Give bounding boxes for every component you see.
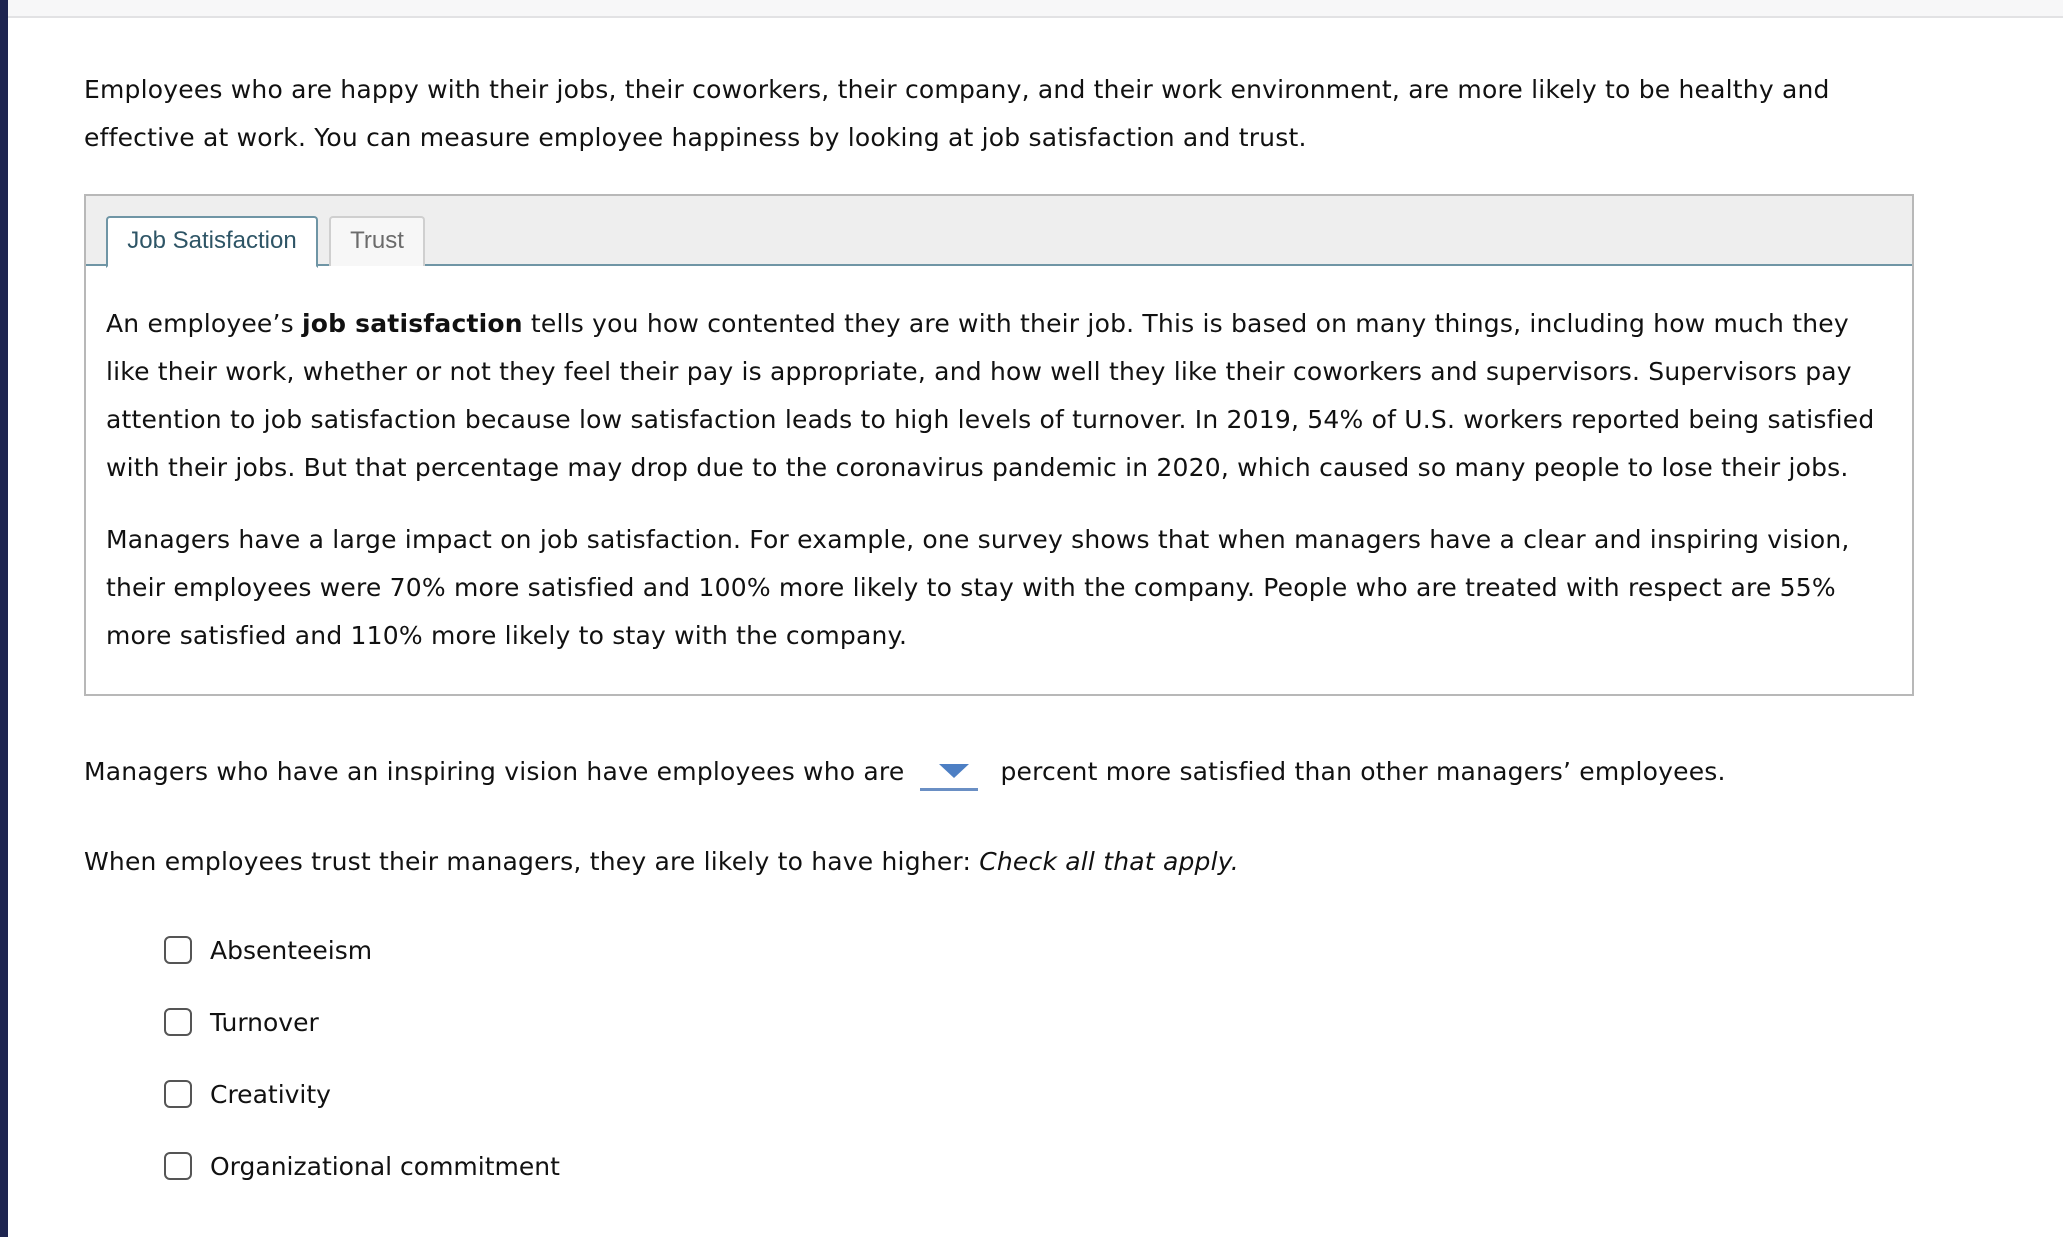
main-content — [84, 66, 1914, 1202]
option-turnover[interactable] — [164, 986, 1914, 1058]
p1-text-after: tells you how contented they are with their job. This is based on many things, including how much they like their work, whether or not they feel their pay is appropriate, and how well they like their coworkers and supervisors. Supervisors pay attention to job satisfaction because low satisfaction leads to high levels of turnover. In 2019, 54% of U.S. workers reported being satisfied with their jobs. But that percentage may drop due to the coronavirus pandemic in 2020, which caused so many people to lose their jobs. — [106, 309, 1875, 482]
p1-text-before: An employee’s — [106, 309, 303, 338]
checkbox-absenteeism[interactable] — [164, 936, 192, 964]
top-strip — [8, 0, 2063, 18]
tab-body — [86, 266, 1912, 694]
question-2-instruction: Check all that apply. — [979, 847, 1239, 876]
option-label: Turnover — [210, 1007, 319, 1037]
tab-panel — [84, 194, 1914, 696]
question-2-prompt: When employees trust their managers, they are likely to have higher: — [84, 847, 980, 876]
tab-paragraph-1 — [106, 300, 1892, 492]
option-label: Creativity — [210, 1079, 331, 1109]
chevron-down-icon — [939, 764, 969, 778]
question-1-text-before: Managers who have an inspiring vision have employees who are — [84, 757, 905, 786]
option-absenteeism[interactable] — [164, 914, 1914, 986]
option-label: Absenteeism — [210, 935, 373, 965]
option-organizational-commitment[interactable] — [164, 1130, 1914, 1202]
checkbox-turnover[interactable] — [164, 1008, 192, 1036]
tab-trust[interactable]: Trust — [329, 216, 425, 266]
tab-job-satisfaction[interactable]: Job Satisfaction — [106, 216, 318, 268]
percent-dropdown[interactable] — [920, 758, 978, 791]
intro-paragraph: Employees who are happy with their jobs, their coworkers, their company, and their work environment, are more likely to be healthy and effective at work. You can measure employee happiness by looking at job satisfaction and trust. — [84, 75, 1830, 152]
question-1-text-after: percent more satisfied than other managers’ employees. — [1000, 757, 1726, 786]
p1-bold-term: job satisfaction — [302, 309, 523, 338]
tab-paragraph-2: Managers have a large impact on job satisfaction. For example, one survey shows that when managers have a clear and inspiring vision, their employees were 70% more satisfied and 100% more likely to stay with the company. People who are treated with respect are 55% more satisfied and 110% more likely to stay with the company. — [106, 525, 1850, 650]
checkbox-organizational-commitment[interactable] — [164, 1152, 192, 1180]
left-edge-bar — [0, 0, 8, 1237]
checkbox-options — [164, 914, 1914, 1202]
checkbox-creativity[interactable] — [164, 1080, 192, 1108]
option-creativity[interactable] — [164, 1058, 1914, 1130]
question-2 — [84, 838, 1914, 886]
question-1 — [84, 748, 1914, 796]
option-label: Organizational commitment — [210, 1151, 560, 1181]
tab-bar — [86, 196, 1912, 266]
